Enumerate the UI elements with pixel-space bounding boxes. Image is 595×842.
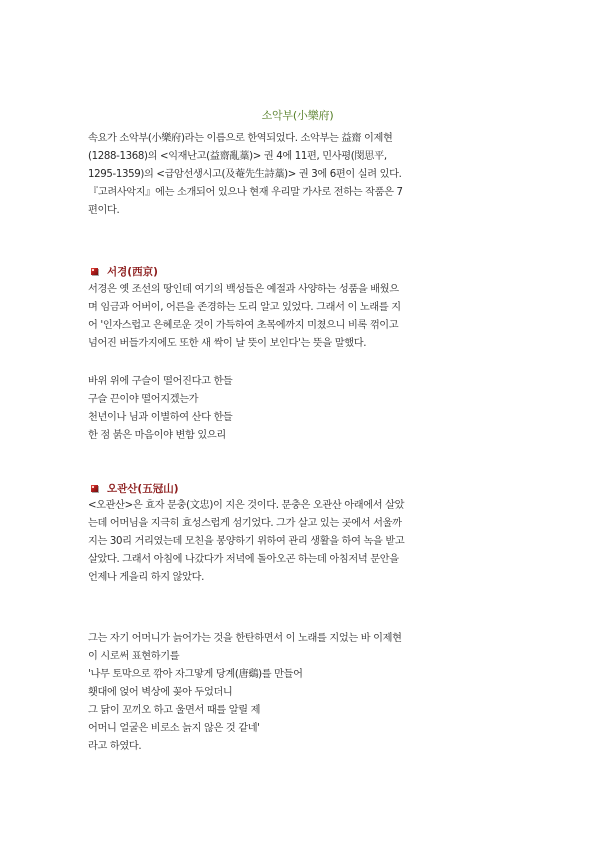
text-line: 넘어진 버들가지에도 또한 새 싹이 날 뜻이 보인다'는 뜻을 말했다. [88, 338, 367, 349]
text-line: 속요가 소악부(小樂府)라는 이름으로 한역되었다. 소악부는 益齋 이제현 [88, 133, 393, 144]
text-line: 이 시로써 표현하기를 [88, 651, 180, 662]
section-heading-ogwansan [91, 481, 179, 497]
verse-line: 횃대에 얹어 벽상에 꽂아 두었더니 [88, 687, 233, 698]
verse-line: 구슬 끈이야 떨어지겠는가 [88, 394, 199, 405]
text-line: 1295-1359)의 <급암선생시고(及菴先生詩藁)> 권 3에 6편이 실려 있다. [88, 169, 402, 180]
section-heading-label: 오관산(五冠山) [107, 483, 179, 495]
page-title: 소악부(小樂府) [261, 109, 334, 122]
section-heading-label: 서경(西京) [107, 266, 158, 278]
text-line: 살았다. 그래서 아침에 나갔다가 저녁에 돌아오곤 하는데 아침저녁 문안을 [88, 554, 399, 565]
seogyeong-body [88, 281, 513, 353]
seogyeong-verse [88, 373, 513, 445]
verse-line: '나무 토막으로 깎아 자그맣게 당계(唐鷄)를 만들어 [88, 669, 303, 680]
verse-line: 그 닭이 꼬끼오 하고 울면서 때를 알릴 제 [88, 705, 261, 716]
text-line: 며 임금과 어버이, 어른을 존경하는 도리 알고 있었다. 그래서 이 노래를 지 [88, 302, 401, 313]
text-line: 는데 어머님을 지극히 효성스럽게 섬기었다. 그가 살고 있는 곳에서 서울까 [88, 518, 402, 529]
text-line: 지는 30리 거리였는데 모친을 봉양하기 위하여 관리 생활을 하여 녹을 받고 [88, 536, 405, 547]
text-line: 서경은 옛 조선의 땅인데 여기의 백성들은 예절과 사양하는 성품을 배웠으 [88, 284, 399, 295]
text-line: 편이다. [88, 205, 120, 216]
text-line: 어 '인자스럽고 은혜로운 것이 가득하여 초목에까지 미쳤으니 비록 꺾이고 [88, 320, 399, 331]
text-line: <오관산>은 효자 문충(文忠)이 지은 것이다. 문충은 오관산 아래에서 살았 [88, 500, 405, 511]
square-bullet-icon [91, 268, 98, 275]
verse-line: 바위 위에 구슬이 떨어진다고 한들 [88, 376, 233, 387]
ogwansan-body-2 [88, 630, 513, 756]
text-line: (1288-1368)의 <익재난고(益齋亂藁)> 권 4에 11편, 민사평(閔思平, [88, 151, 387, 162]
intro-paragraph [88, 130, 513, 220]
square-bullet-icon [91, 485, 98, 492]
ogwansan-body [88, 497, 513, 587]
text-line: 언제나 게을리 하지 않았다. [88, 572, 204, 583]
verse-line: 천년이나 님과 이별하여 산다 한들 [88, 412, 233, 423]
text-line: 라고 하였다. [88, 741, 142, 752]
section-heading-seogyeong [91, 264, 158, 280]
verse-line: 어머니 얼굴은 비로소 늙지 않은 것 같네' [88, 723, 260, 734]
verse-line: 한 점 붉은 마음이야 변함 있으리 [88, 430, 226, 441]
text-line: 『고려사악지』에는 소개되어 있으나 현재 우리말 가사로 전하는 작품은 7 [88, 187, 403, 198]
text-line: 그는 자기 어머니가 늙어가는 것을 한탄하면서 이 노래를 지었는 바 이제현 [88, 633, 402, 644]
